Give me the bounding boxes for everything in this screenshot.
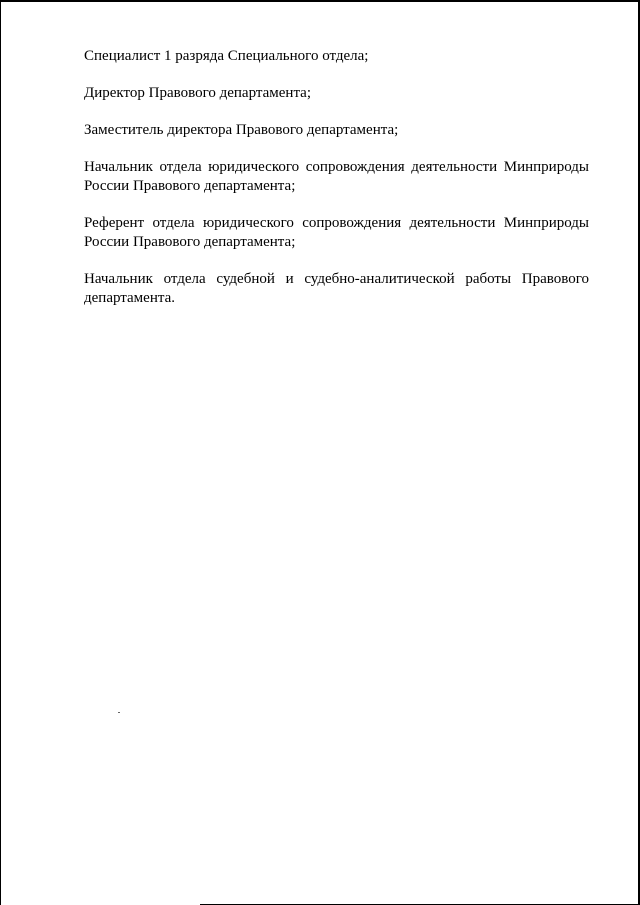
list-item: Начальник отдела юридического сопровождения деятельности Минприроды России Правового департамента; [84, 159, 589, 194]
list-item: Заместитель директора Правового департамента; [84, 122, 399, 138]
list-item: Референт отдела юридического сопровождения деятельности Минприроды России Правового департамента; [84, 215, 589, 250]
list-item: Директор Правового департамента; [84, 85, 312, 101]
list-item: Начальник отдела судебной и судебно-аналитической работы Правового департамента. [84, 271, 589, 306]
position-list [84, 47, 589, 326]
list-item: Специалист 1 разряда Специального отдела; [84, 48, 369, 64]
scan-edge-top [0, 0, 640, 2]
scan-edge-left [0, 0, 1, 905]
scan-speck [118, 712, 120, 713]
